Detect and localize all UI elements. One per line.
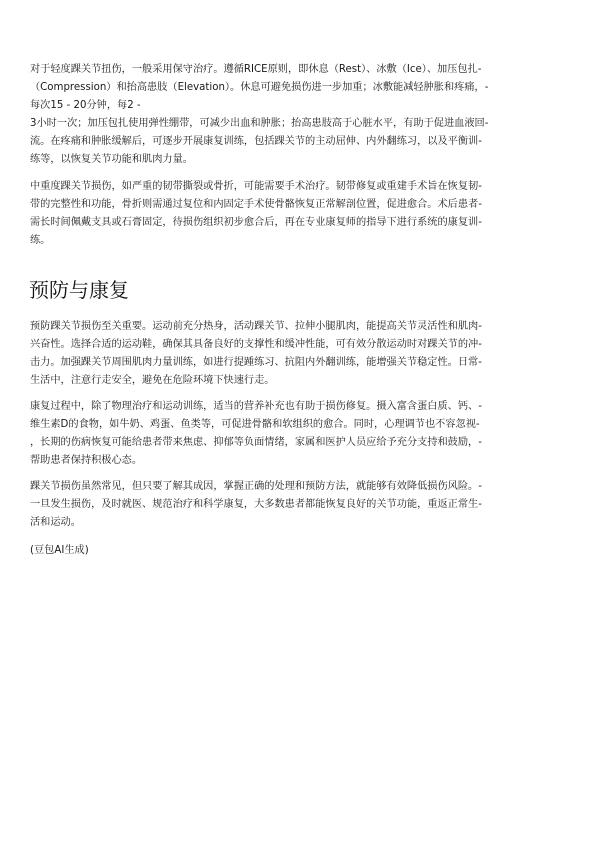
text-line: 中重度踝关节损伤，如严重的韧带撕裂或骨折，可能需要手术治疗。韧带修复或重建手术旨在恢复韧- bbox=[30, 181, 482, 192]
paragraph-surgical-treatment bbox=[30, 178, 570, 250]
text-line: (豆包AI生成) bbox=[30, 545, 89, 556]
text-line: 击力。加强踝关节周围肌肉力量训练，如进行提踵练习、抗阻内外翻训练，能增强关节稳定性。日常- bbox=[30, 357, 482, 368]
text-line: 一旦发生损伤，及时就医、规范治疗和科学康复，大多数患者都能恢复良好的关节功能，重返正常生- bbox=[30, 499, 482, 510]
text-line: ，长期的伤病恢复可能给患者带来焦虑、抑郁等负面情绪，家属和医护人员应给予充分支持和鼓励，- bbox=[30, 437, 482, 448]
text-line: 预防踝关节损伤至关重要。运动前充分热身，活动踝关节、拉伸小腿肌肉，能提高关节灵活性和肌肉- bbox=[30, 321, 482, 332]
paragraph-conclusion bbox=[30, 478, 570, 532]
text-line: 带的完整性和功能，骨折则需通过复位和内固定手术使骨骼恢复正常解剖位置，促进愈合。术后患者- bbox=[30, 199, 482, 210]
text-line: 康复过程中，除了物理治疗和运动训练，适当的营养补充也有助于损伤修复。摄入富含蛋白质、钙、- bbox=[30, 401, 482, 412]
paragraph-rice-treatment bbox=[30, 61, 570, 169]
text-line: 练等，以恢复关节功能和肌肉力量。 bbox=[30, 154, 193, 165]
paragraph-prevention bbox=[30, 318, 570, 390]
paragraph-rehabilitation bbox=[30, 398, 570, 470]
text-line: 对于轻度踝关节扭伤，一般采用保守治疗。遵循RICE原则，即休息（Rest）、冰敷（Ice）、加压包扎- bbox=[30, 64, 482, 75]
text-line: 3小时一次；加压包扎使用弹性绷带，可减少出血和肿胀；抬高患肢高于心脏水平，有助于促进血液回- bbox=[30, 118, 489, 129]
section-heading: 预防与康复 bbox=[29, 278, 129, 302]
text-line: 帮助患者保持积极心态。 bbox=[30, 455, 143, 466]
text-line: 练。 bbox=[30, 235, 51, 246]
text-line: （Compression）和抬高患肢（Elevation）。休息可避免损伤进一步加重；冰敷能减轻肿胀和疼痛，- bbox=[30, 82, 489, 93]
text-line: 流。在疼痛和肿胀缓解后，可逐步开展康复训练，包括踝关节的主动屈伸、内外翻练习，以及平衡训- bbox=[30, 136, 482, 147]
text-line: 每次15 - 20分钟，每2 - bbox=[30, 100, 141, 111]
paragraph-source-note bbox=[30, 542, 570, 560]
text-line: 维生素D的食物，如牛奶、鸡蛋、鱼类等，可促进骨骼和软组织的愈合。同时，心理调节也不容忽视- bbox=[30, 419, 480, 430]
text-line: 踝关节损伤虽然常见，但只要了解其成因，掌握正确的处理和预防方法，就能够有效降低损伤风险。- bbox=[30, 481, 482, 492]
text-line: 需长时间佩戴支具或石膏固定，待损伤组织初步愈合后，再在专业康复师的指导下进行系统的康复训- bbox=[30, 217, 482, 228]
text-line: 生活中，注意行走安全，避免在危险环境下快速行走。 bbox=[30, 375, 275, 386]
text-line: 兴奋性。选择合适的运动鞋，确保其具备良好的支撑性和缓冲性能，可有效分散运动时对踝关节的冲- bbox=[30, 339, 482, 350]
text-line: 活和运动。 bbox=[30, 517, 81, 528]
